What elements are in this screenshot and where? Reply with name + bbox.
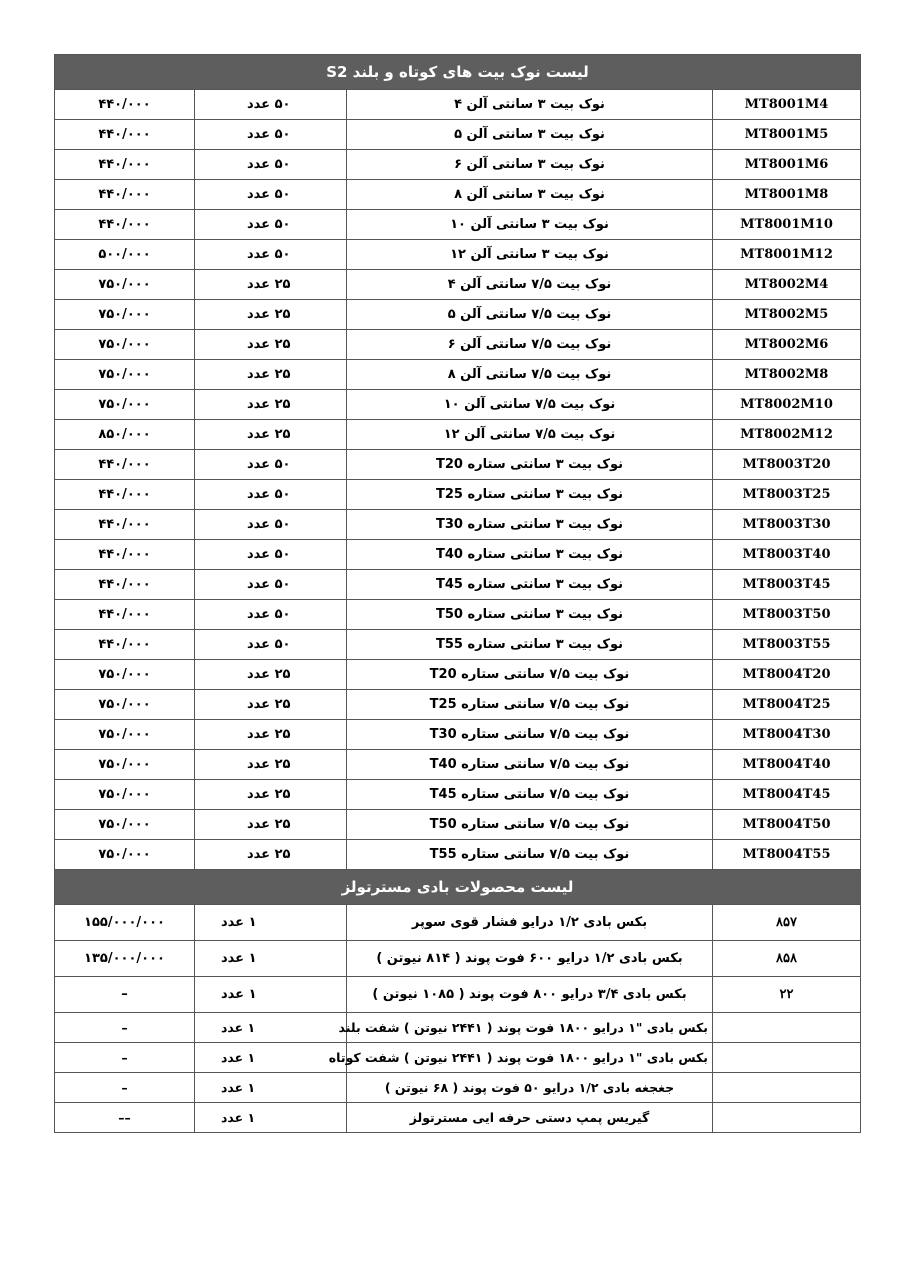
price-cell: ۷۵۰/۰۰۰ (55, 780, 195, 810)
product-name-cell: نوک بیت ۷/۵ سانتی ستاره T20 (347, 660, 713, 690)
product-code-cell: MT8004T20 (713, 660, 861, 690)
table-row (55, 300, 861, 330)
quantity-cell: ۲۵ عدد (195, 780, 347, 810)
product-code-cell: MT8004T30 (713, 720, 861, 750)
table-row (55, 977, 861, 1013)
product-code-cell: MT8001M4 (713, 90, 861, 120)
product-code-cell: MT8003T55 (713, 630, 861, 660)
table-row (55, 750, 861, 780)
quantity-cell: ۱ عدد (195, 1103, 347, 1133)
product-name-cell: نوک بیت ۷/۵ سانتی آلن ۸ (347, 360, 713, 390)
product-code-cell: MT8002M5 (713, 300, 861, 330)
price-cell: ۴۴۰/۰۰۰ (55, 600, 195, 630)
product-name-cell: نوک بیت ۳ سانتی ستاره T50 (347, 600, 713, 630)
product-code-cell (713, 1103, 861, 1133)
quantity-cell: ۵۰ عدد (195, 540, 347, 570)
product-name-cell: بکس بادی ۳/۴ درایو ۸۰۰ فوت پوند ( ۱۰۸۵ نیوتن ) (347, 977, 713, 1013)
product-name-cell: نوک بیت ۷/۵ سانتی آلن ۶ (347, 330, 713, 360)
product-code-cell: MT8003T40 (713, 540, 861, 570)
price-cell: –– (55, 1103, 195, 1133)
table-row (55, 780, 861, 810)
quantity-cell: ۲۵ عدد (195, 660, 347, 690)
quantity-cell: ۲۵ عدد (195, 270, 347, 300)
product-name-cell: نوک بیت ۷/۵ سانتی آلن ۱۰ (347, 390, 713, 420)
product-name-cell: بکس بادی "۱ درایو ۱۸۰۰ فوت پوند ( ۲۴۴۱ نیوتن ) شفت کوتاه (347, 1043, 713, 1073)
product-name-cell: نوک بیت ۷/۵ سانتی ستاره T55 (347, 840, 713, 870)
price-cell: ۴۴۰/۰۰۰ (55, 540, 195, 570)
quantity-cell: ۵۰ عدد (195, 510, 347, 540)
product-code-cell: MT8004T45 (713, 780, 861, 810)
product-name-cell: نوک بیت ۳ سانتی آلن ۸ (347, 180, 713, 210)
product-code-cell: MT8002M10 (713, 390, 861, 420)
product-name-cell: نوک بیت ۳ سانتی آلن ۱۲ (347, 240, 713, 270)
product-name-cell: نوک بیت ۳ سانتی ستاره T55 (347, 630, 713, 660)
price-cell: ۷۵۰/۰۰۰ (55, 330, 195, 360)
table-row (55, 360, 861, 390)
product-name-cell: نوک بیت ۷/۵ سانتی آلن ۴ (347, 270, 713, 300)
table-row (55, 690, 861, 720)
price-cell: ۴۴۰/۰۰۰ (55, 210, 195, 240)
table-row (55, 480, 861, 510)
product-code-cell: MT8001M10 (713, 210, 861, 240)
product-code-cell: MT8003T20 (713, 450, 861, 480)
quantity-cell: ۵۰ عدد (195, 180, 347, 210)
table-row (55, 390, 861, 420)
table-row (55, 720, 861, 750)
product-name-cell: نوک بیت ۷/۵ سانتی ستاره T50 (347, 810, 713, 840)
price-cell: ۷۵۰/۰۰۰ (55, 660, 195, 690)
quantity-cell: ۱ عدد (195, 941, 347, 977)
price-cell: – (55, 977, 195, 1013)
table-row (55, 450, 861, 480)
product-code-cell: MT8001M5 (713, 120, 861, 150)
product-name-cell: نوک بیت ۷/۵ سانتی ستاره T25 (347, 690, 713, 720)
quantity-cell: ۲۵ عدد (195, 840, 347, 870)
price-cell: ۴۴۰/۰۰۰ (55, 180, 195, 210)
product-name-cell: نوک بیت ۷/۵ سانتی آلن ۱۲ (347, 420, 713, 450)
table-row (55, 180, 861, 210)
product-name-cell: نوک بیت ۷/۵ سانتی ستاره T40 (347, 750, 713, 780)
product-code-cell (713, 1043, 861, 1073)
table-row (55, 540, 861, 570)
quantity-cell: ۱ عدد (195, 977, 347, 1013)
price-cell: ۴۴۰/۰۰۰ (55, 630, 195, 660)
price-cell: ۷۵۰/۰۰۰ (55, 690, 195, 720)
product-name-cell: نوک بیت ۳ سانتی آلن ۴ (347, 90, 713, 120)
section-title: لیست نوک بیت های کوتاه و بلند S2 (55, 55, 861, 90)
price-cell: ۷۵۰/۰۰۰ (55, 720, 195, 750)
product-code-cell: MT8004T50 (713, 810, 861, 840)
product-name-cell: بکس بادی ۱/۲ درایو ۶۰۰ فوت پوند ( ۸۱۴ نیوتن ) (347, 941, 713, 977)
product-name-cell: نوک بیت ۳ سانتی آلن ۶ (347, 150, 713, 180)
quantity-cell: ۱ عدد (195, 905, 347, 941)
price-cell: ۴۴۰/۰۰۰ (55, 150, 195, 180)
table-row (55, 270, 861, 300)
price-cell: ۷۵۰/۰۰۰ (55, 390, 195, 420)
product-name-cell: بکس بادی ۱/۲ درایو فشار قوی سوپر (347, 905, 713, 941)
price-cell: ۴۴۰/۰۰۰ (55, 480, 195, 510)
table-row (55, 810, 861, 840)
table-row (55, 420, 861, 450)
product-code-cell: MT8002M6 (713, 330, 861, 360)
quantity-cell: ۵۰ عدد (195, 90, 347, 120)
table-row (55, 1103, 861, 1133)
table-row (55, 840, 861, 870)
product-code-cell (713, 1073, 861, 1103)
price-cell: ۱۳۵/۰۰۰/۰۰۰ (55, 941, 195, 977)
quantity-cell: ۲۵ عدد (195, 810, 347, 840)
product-name-cell: نوک بیت ۳ سانتی ستاره T45 (347, 570, 713, 600)
product-code-cell: MT8001M12 (713, 240, 861, 270)
price-cell: ۷۵۰/۰۰۰ (55, 750, 195, 780)
table-row (55, 120, 861, 150)
quantity-cell: ۵۰ عدد (195, 450, 347, 480)
table-row (55, 905, 861, 941)
table-row (55, 600, 861, 630)
product-code-cell: MT8003T25 (713, 480, 861, 510)
table-row (55, 510, 861, 540)
quantity-cell: ۲۵ عدد (195, 360, 347, 390)
price-cell: ۸۵۰/۰۰۰ (55, 420, 195, 450)
quantity-cell: ۱ عدد (195, 1073, 347, 1103)
price-cell: ۷۵۰/۰۰۰ (55, 300, 195, 330)
product-name-cell: نوک بیت ۳ سانتی ستاره T25 (347, 480, 713, 510)
table-row (55, 570, 861, 600)
quantity-cell: ۵۰ عدد (195, 120, 347, 150)
quantity-cell: ۲۵ عدد (195, 420, 347, 450)
quantity-cell: ۲۵ عدد (195, 330, 347, 360)
quantity-cell: ۲۵ عدد (195, 390, 347, 420)
quantity-cell: ۵۰ عدد (195, 480, 347, 510)
product-code-cell: MT8001M8 (713, 180, 861, 210)
section-header-bits (55, 55, 861, 90)
price-cell: – (55, 1013, 195, 1043)
product-code-cell: ۸۵۷ (713, 905, 861, 941)
price-cell: ۵۰۰/۰۰۰ (55, 240, 195, 270)
product-name-cell: جغجغه بادی ۱/۲ درایو ۵۰ فوت پوند ( ۶۸ نیوتن ) (347, 1073, 713, 1103)
price-list-table (54, 54, 861, 1133)
quantity-cell: ۵۰ عدد (195, 210, 347, 240)
product-name-cell: نوک بیت ۷/۵ سانتی ستاره T30 (347, 720, 713, 750)
quantity-cell: ۵۰ عدد (195, 630, 347, 660)
quantity-cell: ۵۰ عدد (195, 240, 347, 270)
table-row (55, 240, 861, 270)
product-code-cell: MT8002M12 (713, 420, 861, 450)
product-code-cell: MT8003T30 (713, 510, 861, 540)
price-cell: ۷۵۰/۰۰۰ (55, 840, 195, 870)
table-row (55, 330, 861, 360)
product-name-cell: نوک بیت ۷/۵ سانتی آلن ۵ (347, 300, 713, 330)
table-row (55, 941, 861, 977)
price-cell: – (55, 1043, 195, 1073)
price-cell: ۷۵۰/۰۰۰ (55, 360, 195, 390)
product-code-cell: ۲۲ (713, 977, 861, 1013)
product-name-cell: نوک بیت ۳ سانتی ستاره T30 (347, 510, 713, 540)
table-row (55, 1043, 861, 1073)
quantity-cell: ۲۵ عدد (195, 720, 347, 750)
section-title: لیست محصولات بادی مسترتولز (55, 870, 861, 905)
product-code-cell: MT8002M8 (713, 360, 861, 390)
quantity-cell: ۲۵ عدد (195, 690, 347, 720)
product-name-cell: نوک بیت ۷/۵ سانتی ستاره T45 (347, 780, 713, 810)
quantity-cell: ۱ عدد (195, 1043, 347, 1073)
product-code-cell: ۸۵۸ (713, 941, 861, 977)
section-header-air-tools (55, 870, 861, 905)
table-row (55, 1073, 861, 1103)
price-cell: ۷۵۰/۰۰۰ (55, 810, 195, 840)
product-code-cell: MT8004T25 (713, 690, 861, 720)
table-row (55, 1013, 861, 1043)
table-row (55, 210, 861, 240)
quantity-cell: ۵۰ عدد (195, 570, 347, 600)
quantity-cell: ۵۰ عدد (195, 150, 347, 180)
table-row (55, 150, 861, 180)
quantity-cell: ۲۵ عدد (195, 300, 347, 330)
price-cell: ۴۴۰/۰۰۰ (55, 120, 195, 150)
table-row (55, 90, 861, 120)
product-code-cell: MT8002M4 (713, 270, 861, 300)
product-code-cell: MT8004T40 (713, 750, 861, 780)
product-name-cell: گیریس پمپ دستی حرفه ایی مسترتولز (347, 1103, 713, 1133)
product-code-cell: MT8004T55 (713, 840, 861, 870)
product-name-cell: نوک بیت ۳ سانتی ستاره T20 (347, 450, 713, 480)
price-cell: ۱۵۵/۰۰۰/۰۰۰ (55, 905, 195, 941)
product-code-cell: MT8003T45 (713, 570, 861, 600)
quantity-cell: ۲۵ عدد (195, 750, 347, 780)
quantity-cell: ۱ عدد (195, 1013, 347, 1043)
product-code-cell: MT8003T50 (713, 600, 861, 630)
table-row (55, 630, 861, 660)
quantity-cell: ۵۰ عدد (195, 600, 347, 630)
price-cell: – (55, 1073, 195, 1103)
price-cell: ۷۵۰/۰۰۰ (55, 270, 195, 300)
price-cell: ۴۴۰/۰۰۰ (55, 570, 195, 600)
product-name-cell: نوک بیت ۳ سانتی آلن ۱۰ (347, 210, 713, 240)
table-row (55, 660, 861, 690)
price-cell: ۴۴۰/۰۰۰ (55, 450, 195, 480)
product-name-cell: نوک بیت ۳ سانتی ستاره T40 (347, 540, 713, 570)
price-cell: ۴۴۰/۰۰۰ (55, 90, 195, 120)
product-name-cell: بکس بادی "۱ درایو ۱۸۰۰ فوت پوند ( ۲۴۴۱ نیوتن ) شفت بلند (347, 1013, 713, 1043)
product-code-cell: MT8001M6 (713, 150, 861, 180)
product-code-cell (713, 1013, 861, 1043)
product-name-cell: نوک بیت ۳ سانتی آلن ۵ (347, 120, 713, 150)
price-cell: ۴۴۰/۰۰۰ (55, 510, 195, 540)
